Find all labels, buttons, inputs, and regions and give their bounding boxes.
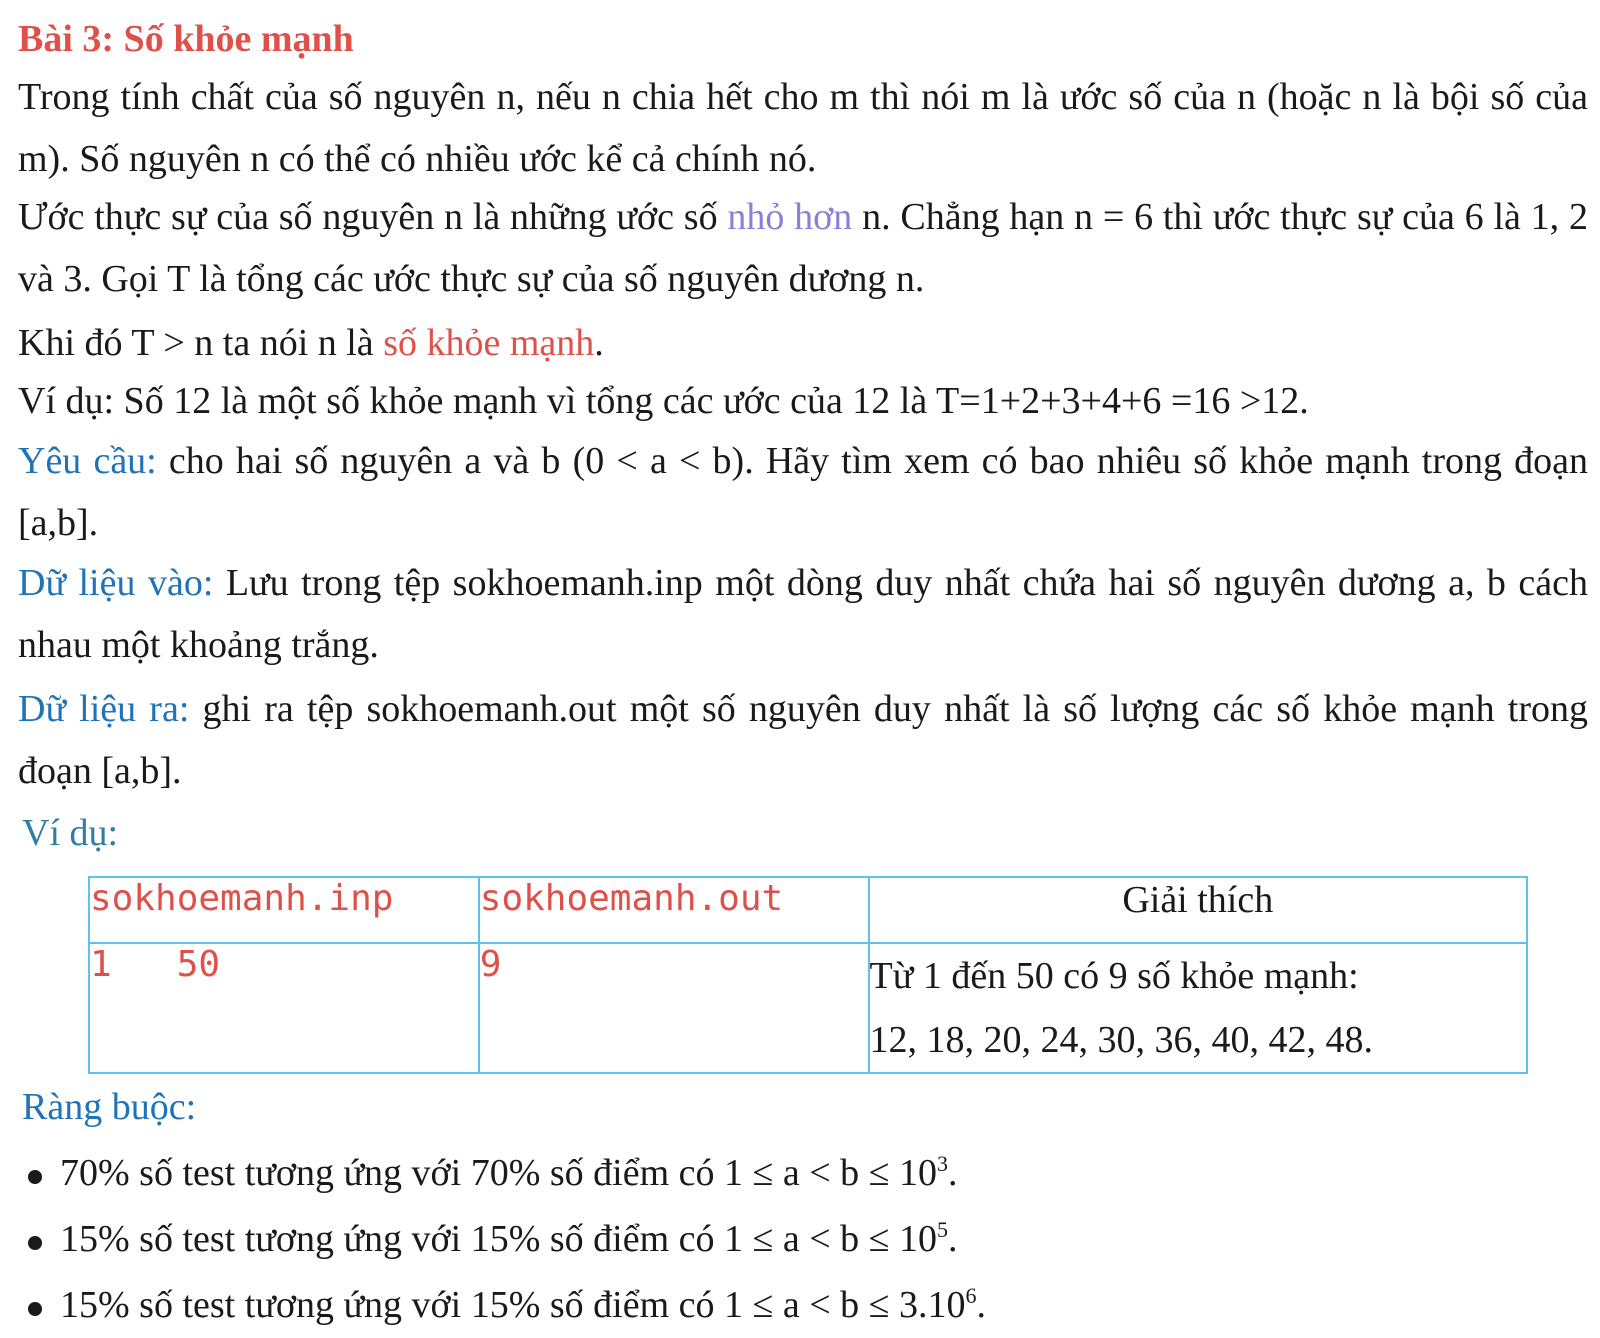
input-text: Lưu trong tệp sokhoemanh.inp một dòng duy nhất chứa hai số nguyên dương a, b cách nhau một khoảng trắng. xyxy=(18,562,1588,666)
constraint-item: 15% số test tương ứng với 15% số điểm có $1 \le a < b \le 10^5$. xyxy=(22,1206,986,1272)
example-label: Ví dụ: xyxy=(22,812,119,854)
cell-output-value: 9 xyxy=(479,943,869,1073)
header-explanation: Giải thích xyxy=(869,877,1527,943)
requirement-text: cho hai số nguyên a và b (0 < a < b). Hãy tìm xem có bao nhiêu số khỏe mạnh trong đoạn [a,b]. xyxy=(18,440,1588,544)
requirement-section xyxy=(18,430,1588,554)
header-input-file: sokhoemanh.inp xyxy=(89,877,479,943)
intro-paragraph-2 xyxy=(18,186,1588,310)
constraint-item: 70% số test tương ứng với 70% số điểm có $1 \le a < b \le 10^3$. xyxy=(22,1140,986,1206)
output-label: Dữ liệu ra: xyxy=(18,688,190,730)
constraints-list xyxy=(22,1140,986,1338)
intro-p3-after: . xyxy=(594,322,604,364)
table-row xyxy=(89,943,1527,1073)
table-header-row xyxy=(89,877,1527,943)
cell-input-value: 1 50 xyxy=(89,943,479,1073)
cell-explanation xyxy=(869,943,1527,1073)
highlight-smaller: nhỏ hơn xyxy=(727,196,853,238)
intro-p2-before: Ước thực sự của số nguyên n là những ước số xyxy=(18,196,728,238)
output-text: ghi ra tệp sokhoemanh.out một số nguyên duy nhất là số lượng các số khỏe mạnh trong đoạn [a,b]. xyxy=(18,688,1588,792)
output-section xyxy=(18,678,1588,802)
intro-p2-after: n. Chẳng hạn n = 6 thì ước thực sự của 6 là 1, 2 và 3. Gọi T là tổng các ước thực sự của số nguyên dương n. xyxy=(18,196,1588,300)
explanation-line-1: Từ 1 đến 50 có 9 số khỏe mạnh: xyxy=(869,955,1359,997)
intro-p3-before: Khi đó T > n ta nói n là xyxy=(18,322,384,364)
highlight-healthy-number: số khỏe mạnh xyxy=(383,322,595,364)
input-label: Dữ liệu vào: xyxy=(18,562,214,604)
explanation-line-2: 12, 18, 20, 24, 30, 36, 40, 42, 48. xyxy=(869,1019,1374,1061)
problem-title: Bài 3: Số khỏe mạnh xyxy=(18,18,354,60)
example-table xyxy=(88,876,1528,1074)
requirement-label: Yêu cầu: xyxy=(18,440,157,482)
intro-paragraph-3 xyxy=(18,312,604,374)
header-output-file: sokhoemanh.out xyxy=(479,877,869,943)
constraints-label: Ràng buộc: xyxy=(22,1086,197,1128)
input-section xyxy=(18,552,1588,676)
intro-paragraph-1: Trong tính chất của số nguyên n, nếu n chia hết cho m thì nói m là ước số của n (hoặc n là bội số của m). Số nguyên n có thể có nhiều ước kể cả chính nó. xyxy=(18,76,1588,180)
constraint-item: 15% số test tương ứng với 15% số điểm có $1 \le a < b \le 3.10^6$. xyxy=(22,1272,986,1338)
intro-example-sentence: Ví dụ: Số 12 là một số khỏe mạnh vì tổng các ước của 12 là T=1+2+3+4+6 =16 >12. xyxy=(18,380,1309,422)
